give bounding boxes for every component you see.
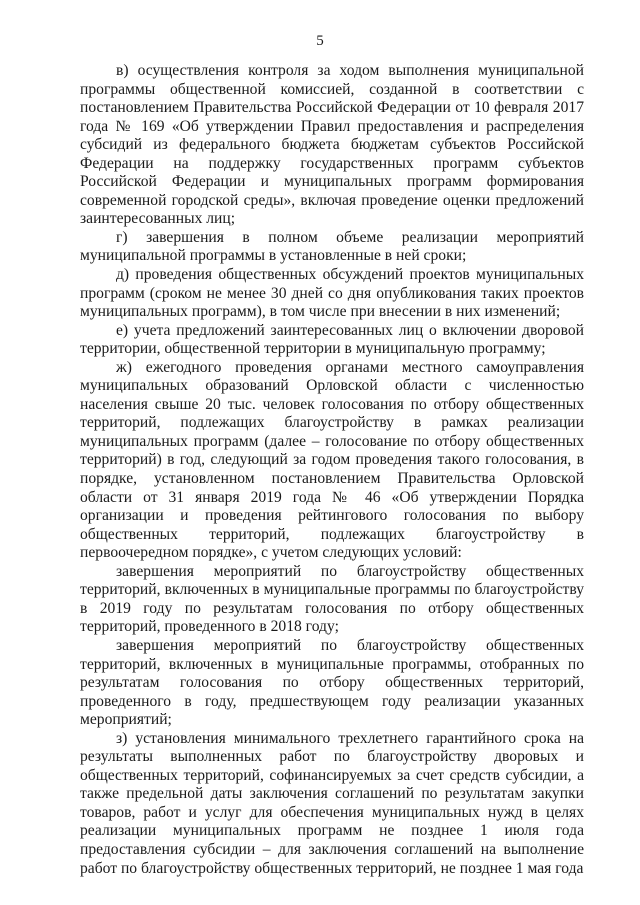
paragraph-v: в) осуществления контроля за ходом выполнения муниципальной программы общественной комиссией, созданной в соответствии с постановлением Правительства Российской Федерации от 10 февраля 2017 года № 169 «Об утверждении Правил предоставления и распределения субсидий из федерального бюджета бюджетам субъектов Российской Федерации на поддержку государственных программ субъектов Российской Федерации и муниципальных программ формирования современной городской среды», включая проведение оценки предложений заинтересованных лиц; bbox=[80, 62, 584, 228]
paragraph-zh: ж) ежегодного проведения органами местного самоуправления муниципальных образований Орловской области с численностью населения свыше 20 тыс. человек голосования по отбору общественных территорий, подлежащих благоустройству в рамках реализации муниципальных программ (далее – голосование по отбору общественных территорий) в год, следующий за годом проведения такого голосования, в порядке, установленном постановлением Правительства Орловской области от 31 января 2019 года № 46 «Об утверждении Порядка организации и проведения рейтингового голосования по выбору общественных территорий, подлежащих благоустройству в первоочередном порядке», с учетом следующих условий: bbox=[80, 358, 584, 562]
document-body bbox=[80, 62, 584, 878]
paragraph-condition-2: завершения мероприятий по благоустройству общественных территорий, включенных в муниципальные программы, отобранных по результатам голосования по отбору общественных территорий, проведенного в году, предшествующем году реализации указанных мероприятий; bbox=[80, 636, 584, 729]
paragraph-d: д) проведения общественных обсуждений проектов муниципальных программ (сроком не менее 30 дней со дня опубликования таких проектов муниципальных программ), в том числе при внесении в них изменений; bbox=[80, 266, 584, 321]
page-number: 5 bbox=[316, 33, 324, 49]
paragraph-z: з) установления минимального трехлетнего гарантийного срока на результаты выполненных работ по благоустройству дворовых и общественных территорий, софинансируемых за счет средств субсидии, а также предельной даты заключения соглашений по результатам закупки товаров, работ и услуг для обеспечения муниципальных нужд в целях реализации муниципальных программ не позднее 1 июля года предоставления субсидии – для заключения соглашений на выполнение работ по благоустройству общественных территорий, не позднее 1 мая года bbox=[80, 729, 584, 877]
paragraph-condition-1: завершения мероприятий по благоустройству общественных территорий, включенных в муниципальные программы по благоустройству в 2019 году по результатам голосования по отбору общественных территорий, проведенного в 2018 году; bbox=[80, 562, 584, 636]
paragraph-g: г) завершения в полном объеме реализации мероприятий муниципальной программы в установленные в ней сроки; bbox=[80, 228, 584, 265]
paragraph-e: е) учета предложений заинтересованных лиц о включении дворовой территории, общественной территории в муниципальную программу; bbox=[80, 321, 584, 358]
